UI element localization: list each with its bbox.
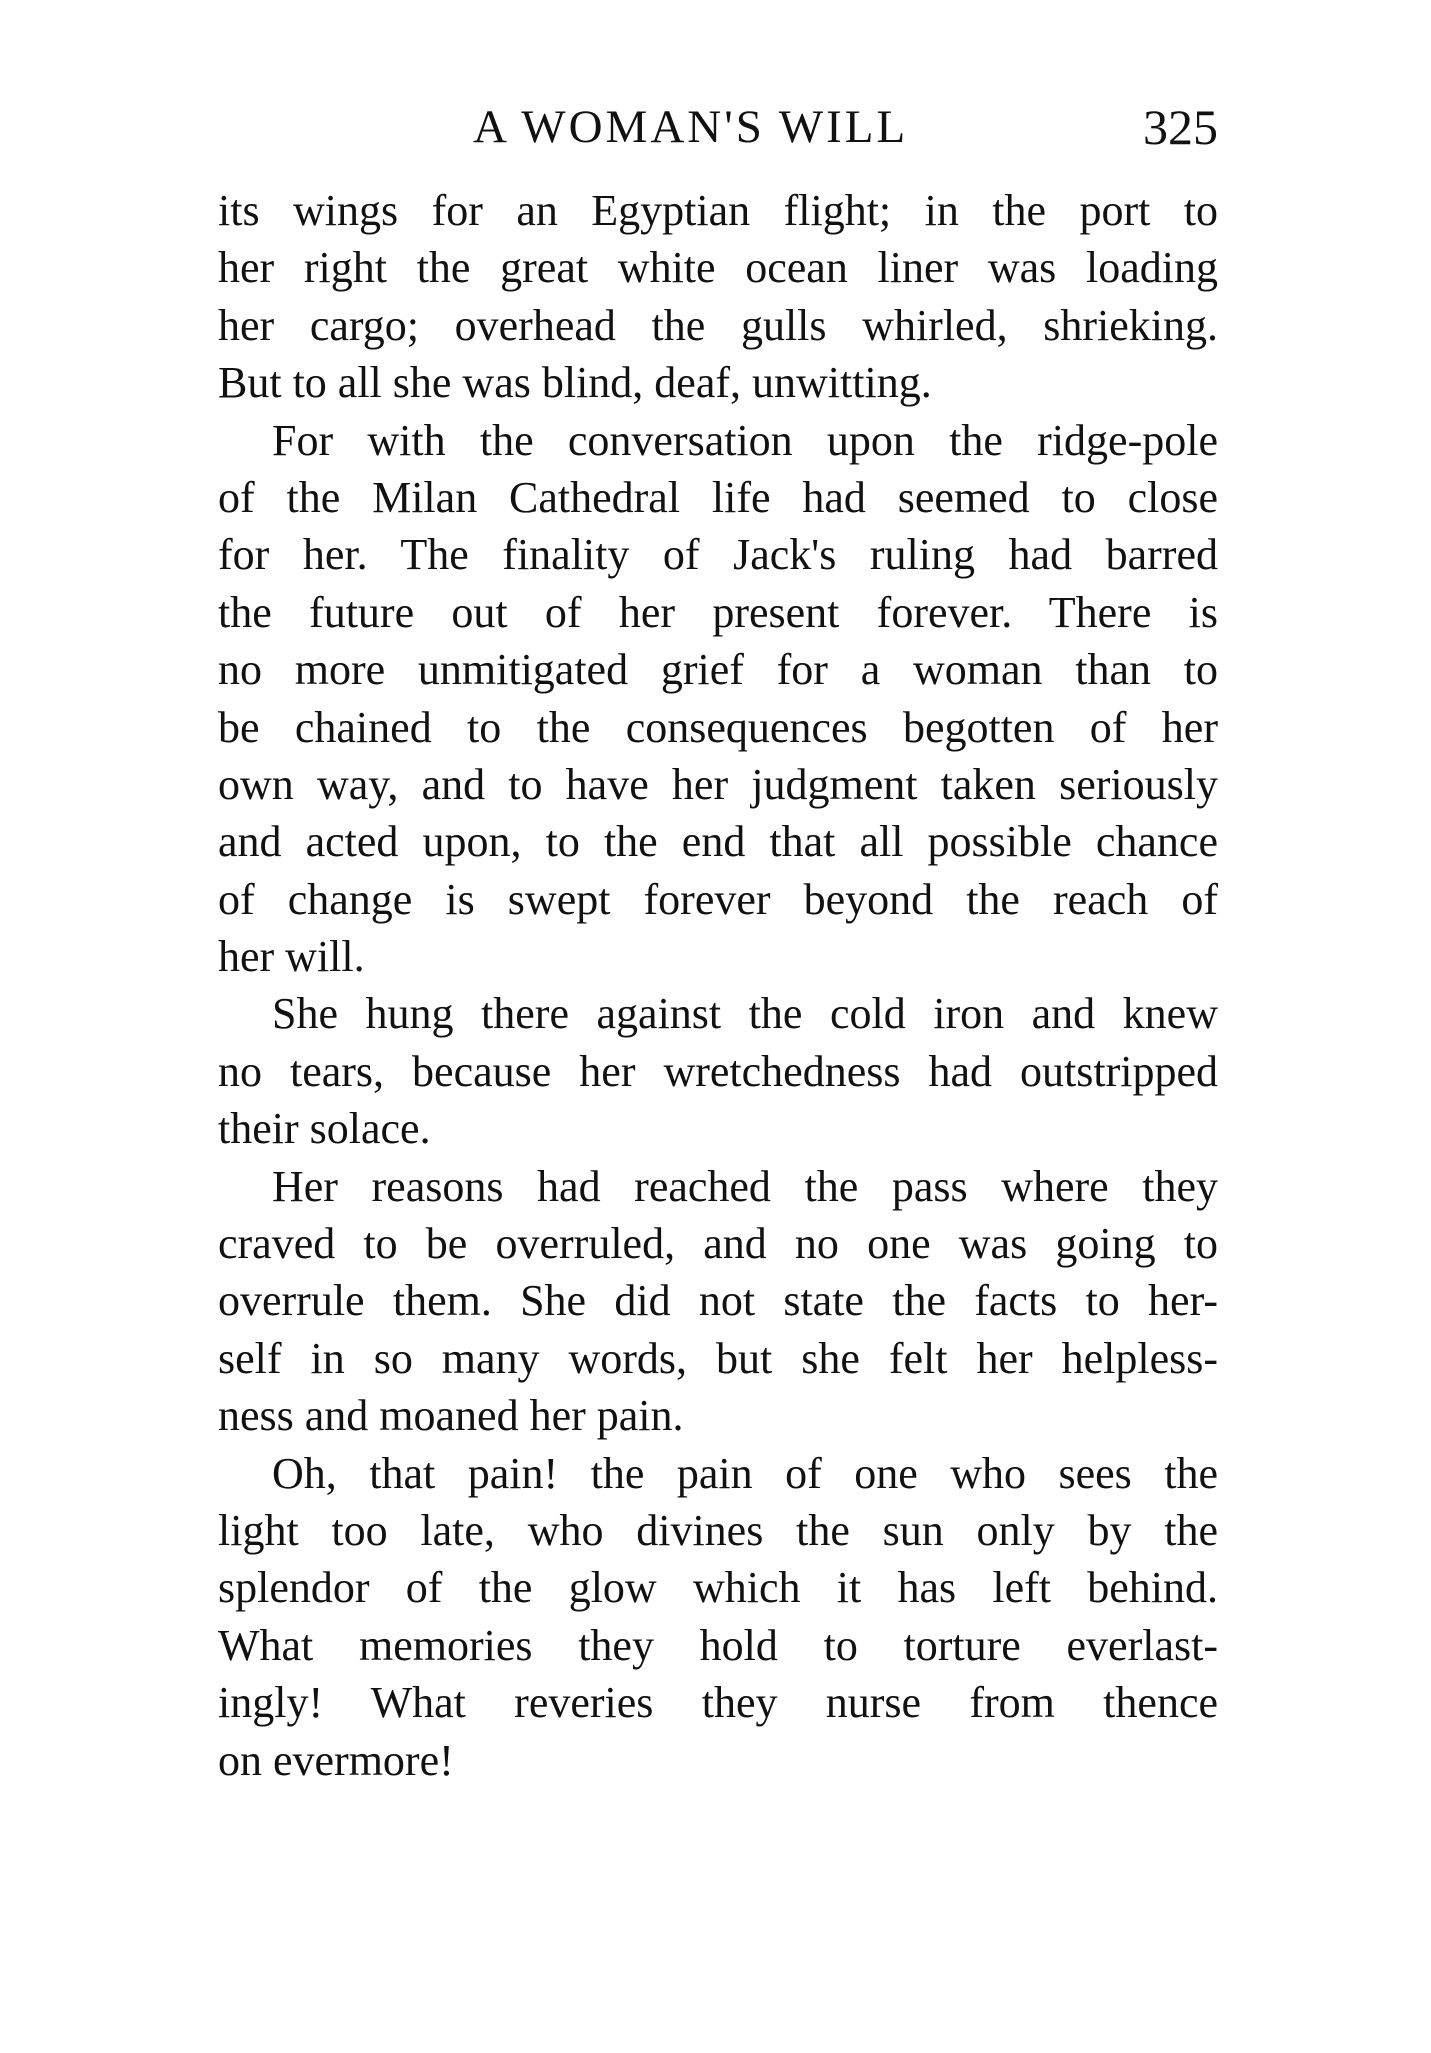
paragraph-first-line: For with the conversation upon the ridge-pole [272, 415, 1218, 465]
text-line: her cargo; overhead the gulls whirled, shrieking. [218, 300, 1218, 350]
text-line: self in so many words, but she felt her helpless- [218, 1333, 1218, 1383]
text-line: What memories they hold to torture everlast- [218, 1620, 1218, 1670]
paragraph-first-line: Her reasons had reached the pass where they [272, 1161, 1218, 1211]
text-line: for her. The finality of Jack's ruling had barred [218, 530, 1218, 580]
text-line: craved to be overruled, and no one was going to [218, 1219, 1218, 1269]
text-line: ness and moaned her pain. [218, 1391, 684, 1441]
running-title: A WOMAN'S WILL [473, 101, 909, 153]
text-line: no more unmitigated grief for a woman than to [218, 645, 1218, 695]
text-line: and acted upon, to the end that all possible chance [218, 817, 1218, 867]
text-line: on evermore! [218, 1735, 454, 1785]
text-line: splendor of the glow which it has left behind. [218, 1563, 1218, 1613]
text-line: overrule them. She did not state the facts to her- [218, 1276, 1218, 1326]
paragraph-first-line: Oh, that pain! the pain of one who sees the [272, 1448, 1218, 1498]
text-line: of the Milan Cathedral life had seemed to close [218, 472, 1218, 522]
text-line: her right the great white ocean liner was loading [218, 243, 1218, 293]
body-text [218, 182, 1218, 1789]
text-line: her will. [218, 932, 365, 982]
text-line: But to all she was blind, deaf, unwitting. [218, 358, 932, 408]
text-line: be chained to the consequences begotten of her [218, 702, 1218, 752]
text-line: ingly! What reveries they nurse from thence [218, 1678, 1218, 1728]
text-line: the future out of her present forever. There is [218, 587, 1218, 637]
text-line: of change is swept forever beyond the reach of [218, 874, 1218, 924]
text-line: their solace. [218, 1104, 431, 1154]
page-number: 325 [1143, 99, 1218, 155]
text-line: own way, and to have her judgment taken seriously [218, 759, 1218, 809]
text-line: its wings for an Egyptian flight; in the port to [218, 186, 1218, 235]
paragraph-first-line: She hung there against the cold iron and knew [272, 989, 1218, 1039]
page-header [218, 92, 1218, 162]
text-line: no tears, because her wretchedness had outstripped [218, 1046, 1218, 1096]
text-line: light too late, who divines the sun only by the [218, 1505, 1218, 1555]
